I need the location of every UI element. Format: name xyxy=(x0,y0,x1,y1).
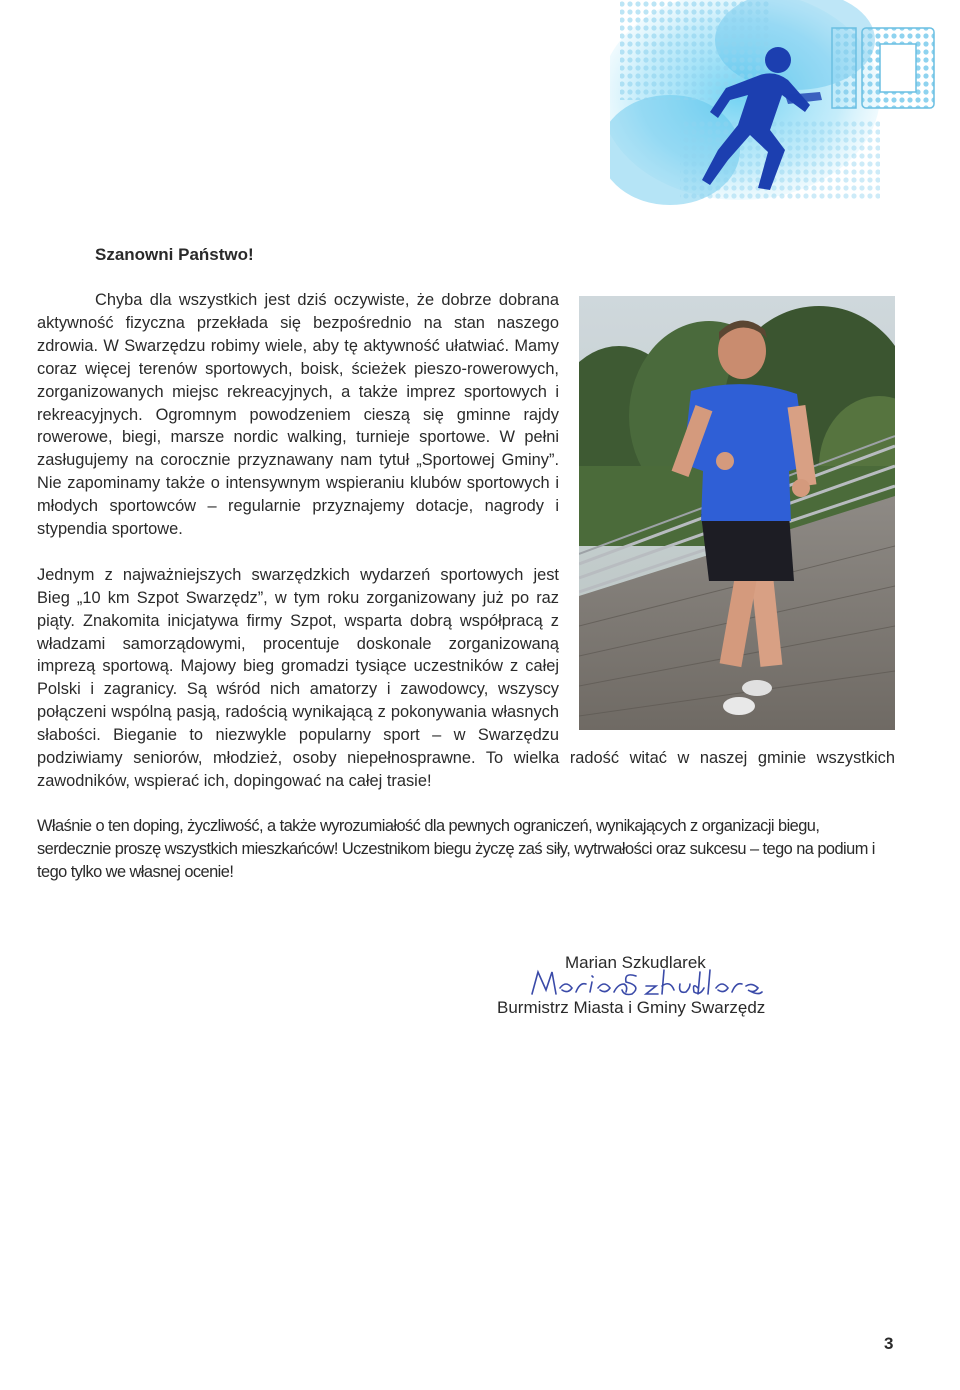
photo-wrap-spacer xyxy=(559,289,895,737)
logo-number: 10 xyxy=(610,0,612,1)
signatory-title: Burmistrz Miasta i Gminy Swarzędz xyxy=(497,998,766,1017)
signatory-name: Marian Szkudlarek xyxy=(565,953,706,972)
paragraph-1: Chyba dla wszystkich jest dziś oczywiste, że dobrze dobrana aktywność fizyczna przekłada się bezpośrednio na stan naszego zdrowia. W Swarzędzu robimy wiele, aby tę aktywność ułatwiać. Mamy coraz więcej terenów sportowych, boisk, ścieżek pieszo-rowerowych, zorganizowanych miejsc rekreacyjnych, a także imprez sportowych i rekreacyjnych. Ogromnym powodzeniem cieszą się gminne rajdy rowerowe, biegi, marsze nordic walking, turnieje sportowe. W pełni zasługujemy na corocznie przyznawany nam tytuł „Sportowej Gminy”. Nie zapominamy także o intensywnym wspieraniu klubów sportowych i młodych sportowców – regularnie przyznajemy dotacje, nagrody i stypendia sportowe. xyxy=(37,291,559,539)
letter-body xyxy=(37,289,895,793)
page-number: 3 xyxy=(884,1334,894,1353)
paragraph-2: Jednym z najważniejszych swarzędzkich wydarzeń sportowych jest Bieg „10 km Szpot Swarzędz”, w tym roku zorganizowany już po raz piąty. Znakomita inicjatywa firmy Szpot, wsparta dobrą współpracą z władzami samorządowymi, procentuje doskonale zorganizowaną imprezą sportową. Majowy bieg gromadzi tysiące uczestników z całej Polski i zagranicy. Są wśród nich amatorzy i zawodowcy, wszyscy połączeni wspólną pasją, radością wynikającą z pokonywania własnych słabości. Bieganie to niezwykle popularny sport – w Swarzędzu podziwiamy seniorów, młodzież, osoby niepełnosprawne. To wielka radość witać w naszej gminie wszystkich zawodników, wspierać ich, dopingować na całej trasie! xyxy=(37,565,895,791)
greeting: Szanowni Państwo! xyxy=(95,245,254,264)
handwritten-signature xyxy=(528,966,763,1000)
number-10-icon xyxy=(832,28,934,108)
paragraph-3: Właśnie o ten doping, życzliwość, a także wyrozumiałość dla pewnych ograniczeń, wynikających z organizacji biegu, serdecznie proszę wszystkich mieszkańców! Uczestnikom biegu życzę zaś siły, wytrwałości oraz sukcesu – tego na podium i tego tylko we własnej ocenie! xyxy=(37,817,875,881)
bieg-10-logo xyxy=(610,0,960,215)
